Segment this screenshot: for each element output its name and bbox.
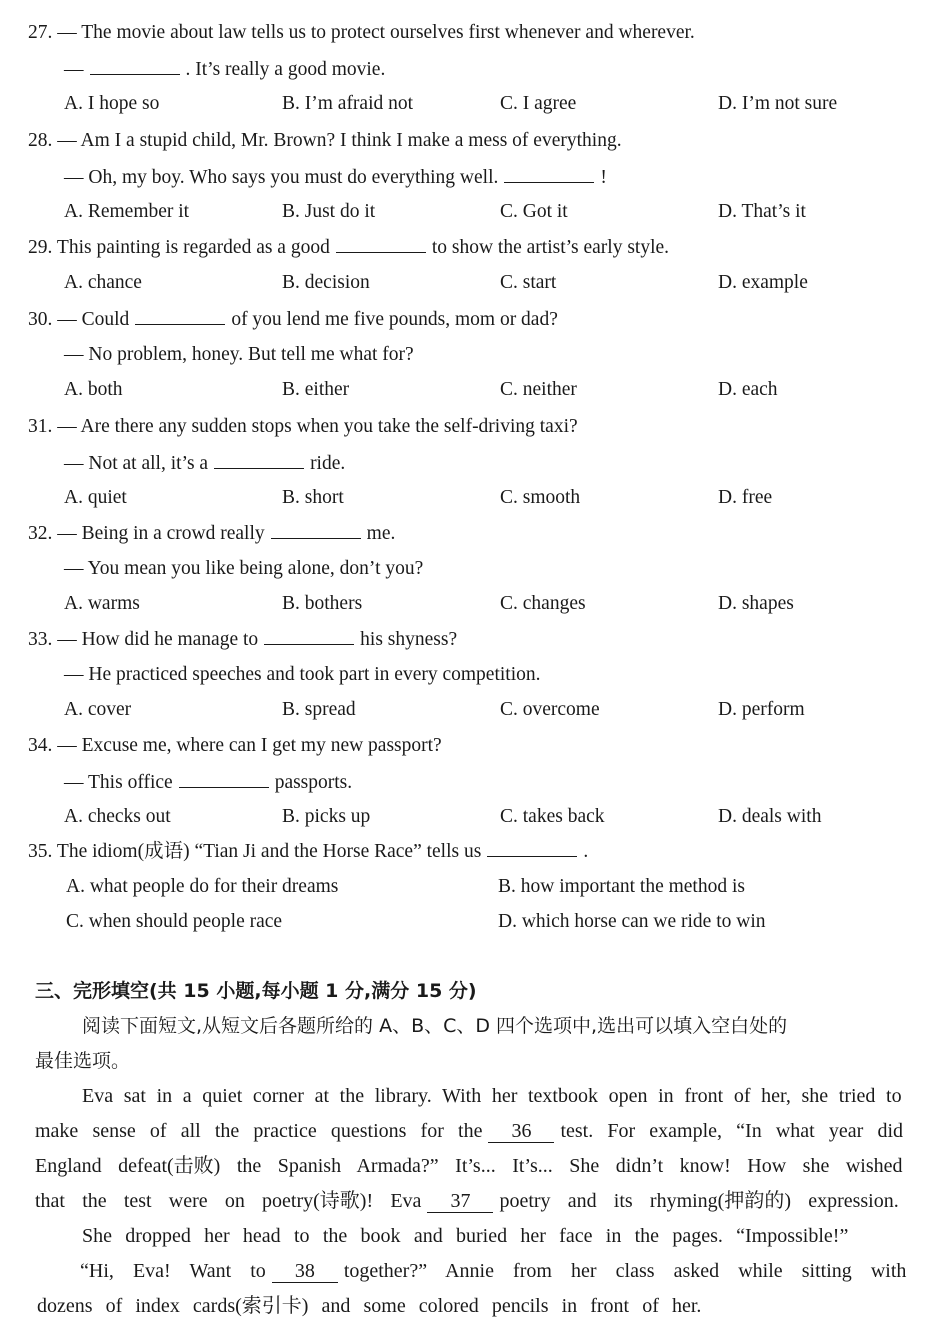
- answer-option[interactable]: D. example: [718, 271, 808, 293]
- answer-blank[interactable]: [336, 234, 426, 253]
- question-text: me.: [366, 523, 396, 544]
- question-line: [64, 662, 541, 688]
- question-number: 28.: [28, 130, 53, 151]
- answer-option[interactable]: C. when should people race: [66, 911, 283, 932]
- answer-option[interactable]: D. deals with: [718, 806, 822, 827]
- answer-option[interactable]: A. chance: [64, 271, 142, 293]
- answer-option[interactable]: B. I’m afraid not: [282, 93, 414, 114]
- answer-option[interactable]: C. changes: [500, 593, 586, 614]
- question-line: [64, 56, 385, 83]
- question-text: —: [64, 58, 84, 80]
- question-text: — The movie about law tells us to protect ourselves first whenever and wherever.: [57, 22, 695, 43]
- passage-text: test. For example, “In what year did: [560, 1120, 903, 1142]
- question-text: !: [600, 166, 607, 188]
- question-line: [64, 556, 423, 582]
- answer-option[interactable]: C. start: [500, 271, 557, 293]
- answer-option[interactable]: B. short: [282, 487, 344, 508]
- answer-option[interactable]: A. cover: [64, 699, 132, 720]
- question-number: 32.: [28, 523, 53, 544]
- answer-blank[interactable]: [271, 520, 361, 539]
- question-line: [28, 414, 578, 440]
- question-text: — You mean you like being alone, don’t you?: [64, 557, 424, 579]
- question-number: 29.: [28, 237, 53, 258]
- answer-option[interactable]: A. Remember it: [64, 201, 190, 222]
- question-line: [28, 838, 588, 865]
- question-line: [28, 733, 442, 759]
- passage-text: poetry and its rhyming(押韵的) expression.: [499, 1190, 899, 1212]
- answer-blank[interactable]: [90, 56, 180, 75]
- answer-option[interactable]: B. Just do it: [282, 201, 376, 222]
- question-text: — Being in a crowd really: [57, 523, 265, 544]
- question-text: — How did he manage to: [57, 629, 259, 650]
- answer-option[interactable]: A. both: [64, 379, 123, 400]
- passage-line: [82, 1223, 848, 1249]
- passage-text: dozens of index cards(索引卡) and some colored pencils in front of her.: [37, 1295, 702, 1317]
- question-number: 35.: [28, 841, 53, 862]
- passage-line: [80, 1258, 906, 1284]
- answer-option[interactable]: D. shapes: [718, 593, 794, 614]
- answer-blank[interactable]: [264, 626, 354, 645]
- passage-text: 三、完形填空(共 15 小题,每小题 1 分,满分 15 分): [35, 980, 477, 1002]
- question-text: — Not at all, it’s a: [64, 452, 209, 474]
- numbered-blank[interactable]: 38: [272, 1260, 338, 1283]
- answer-option[interactable]: D. That’s it: [718, 201, 806, 222]
- passage-text: “Hi, Eva! Want to: [80, 1260, 266, 1282]
- passage-line: [82, 1013, 787, 1039]
- answer-option[interactable]: C. neither: [500, 379, 577, 400]
- answer-blank[interactable]: [487, 838, 577, 857]
- answer-option[interactable]: B. either: [282, 379, 350, 400]
- question-text: — He practiced speeches and took part in every competition.: [64, 663, 541, 685]
- passage-text: 阅读下面短文,从短文后各题所给的 A、B、C、D 四个选项中,选出可以填入空白处的: [82, 1015, 788, 1037]
- question-line: [28, 306, 558, 333]
- numbered-blank[interactable]: 36: [488, 1120, 554, 1143]
- answer-blank[interactable]: [214, 450, 304, 469]
- passage-text: that the test were on poetry(诗歌)! Eva: [35, 1190, 422, 1212]
- passage-line: [35, 1048, 130, 1074]
- answer-option[interactable]: A. checks out: [64, 806, 171, 827]
- question-text: — Am I a stupid child, Mr. Brown? I think I make a mess of everything.: [57, 130, 622, 151]
- question-number: 31.: [28, 416, 53, 437]
- question-text: — No problem, honey. But tell me what for?: [64, 343, 414, 365]
- question-line: [28, 520, 395, 547]
- question-text: .: [583, 841, 589, 862]
- passage-line: [37, 1293, 701, 1319]
- passage-text: 最佳选项。: [35, 1050, 131, 1072]
- answer-option[interactable]: C. Got it: [500, 201, 568, 222]
- answer-option[interactable]: D. each: [718, 379, 778, 400]
- passage-text: England defeat(击败) the Spanish Armada?” It’s... It’s... She didn’t know! How she wished: [35, 1155, 903, 1177]
- passage-line: [35, 1153, 903, 1179]
- section-title: [35, 978, 477, 1004]
- question-line: [64, 769, 352, 796]
- answer-option[interactable]: A. warms: [64, 593, 140, 614]
- passage-line: [82, 1083, 902, 1109]
- passage-line: [35, 1118, 903, 1144]
- answer-option[interactable]: D. I’m not sure: [718, 93, 838, 114]
- question-text: ride.: [310, 452, 346, 474]
- answer-option[interactable]: A. I hope so: [64, 93, 160, 114]
- passage-line: [35, 1188, 899, 1214]
- question-text: — Oh, my boy. Who says you must do everything well.: [64, 166, 499, 188]
- question-line: [64, 164, 607, 191]
- question-text: of you lend me five pounds, mom or dad?: [231, 309, 558, 330]
- answer-blank[interactable]: [135, 306, 225, 325]
- answer-option[interactable]: C. overcome: [500, 699, 600, 720]
- question-number: 33.: [28, 629, 53, 650]
- question-text: to show the artist’s early style.: [431, 237, 670, 258]
- question-text: — This office: [64, 771, 173, 793]
- numbered-blank[interactable]: 37: [427, 1190, 493, 1213]
- question-line: [28, 128, 622, 154]
- question-line: [28, 234, 669, 261]
- question-text: passports.: [274, 771, 353, 793]
- answer-option[interactable]: C. smooth: [500, 487, 581, 508]
- passage-text: She dropped her head to the book and buried her face in the pages. “Impossible!”: [82, 1225, 849, 1247]
- answer-blank[interactable]: [504, 164, 594, 183]
- question-text: . It’s really a good movie.: [185, 58, 386, 80]
- question-text: This painting is regarded as a good: [56, 237, 330, 258]
- answer-option[interactable]: B. picks up: [282, 806, 371, 827]
- question-line: [28, 626, 457, 653]
- question-number: 34.: [28, 735, 53, 756]
- answer-option[interactable]: A. quiet: [64, 487, 127, 508]
- passage-text: make sense of all the practice questions for the: [35, 1120, 483, 1142]
- answer-option[interactable]: B. how important the method is: [498, 875, 745, 897]
- question-text: The idiom(成语) “Tian Ji and the Horse Race” tells us: [56, 841, 482, 862]
- answer-blank[interactable]: [179, 769, 269, 788]
- question-text: — Are there any sudden stops when you take the self-driving taxi?: [57, 416, 578, 437]
- answer-option[interactable]: D. which horse can we ride to win: [498, 911, 766, 932]
- answer-option[interactable]: B. spread: [282, 699, 356, 720]
- question-line: [28, 20, 695, 46]
- question-line: [64, 450, 345, 477]
- question-line: [64, 342, 414, 368]
- question-text: his shyness?: [360, 629, 458, 650]
- answer-option[interactable]: A. what people do for their dreams: [66, 875, 339, 897]
- question-number: 30.: [28, 309, 53, 330]
- passage-text: Eva sat in a quiet corner at the library. With her textbook open in front of her, she tried to: [82, 1085, 902, 1107]
- question-number: 27.: [28, 22, 53, 43]
- answer-option[interactable]: C. I agree: [500, 93, 577, 114]
- question-text: — Could: [57, 309, 130, 330]
- answer-option[interactable]: B. decision: [282, 271, 370, 293]
- passage-text: together?” Annie from her class asked while sitting with: [343, 1260, 907, 1282]
- answer-option[interactable]: B. bothers: [282, 593, 363, 614]
- answer-option[interactable]: D. free: [718, 487, 773, 508]
- answer-option[interactable]: D. perform: [718, 699, 805, 720]
- question-text: — Excuse me, where can I get my new passport?: [57, 735, 442, 756]
- answer-option[interactable]: C. takes back: [500, 806, 605, 827]
